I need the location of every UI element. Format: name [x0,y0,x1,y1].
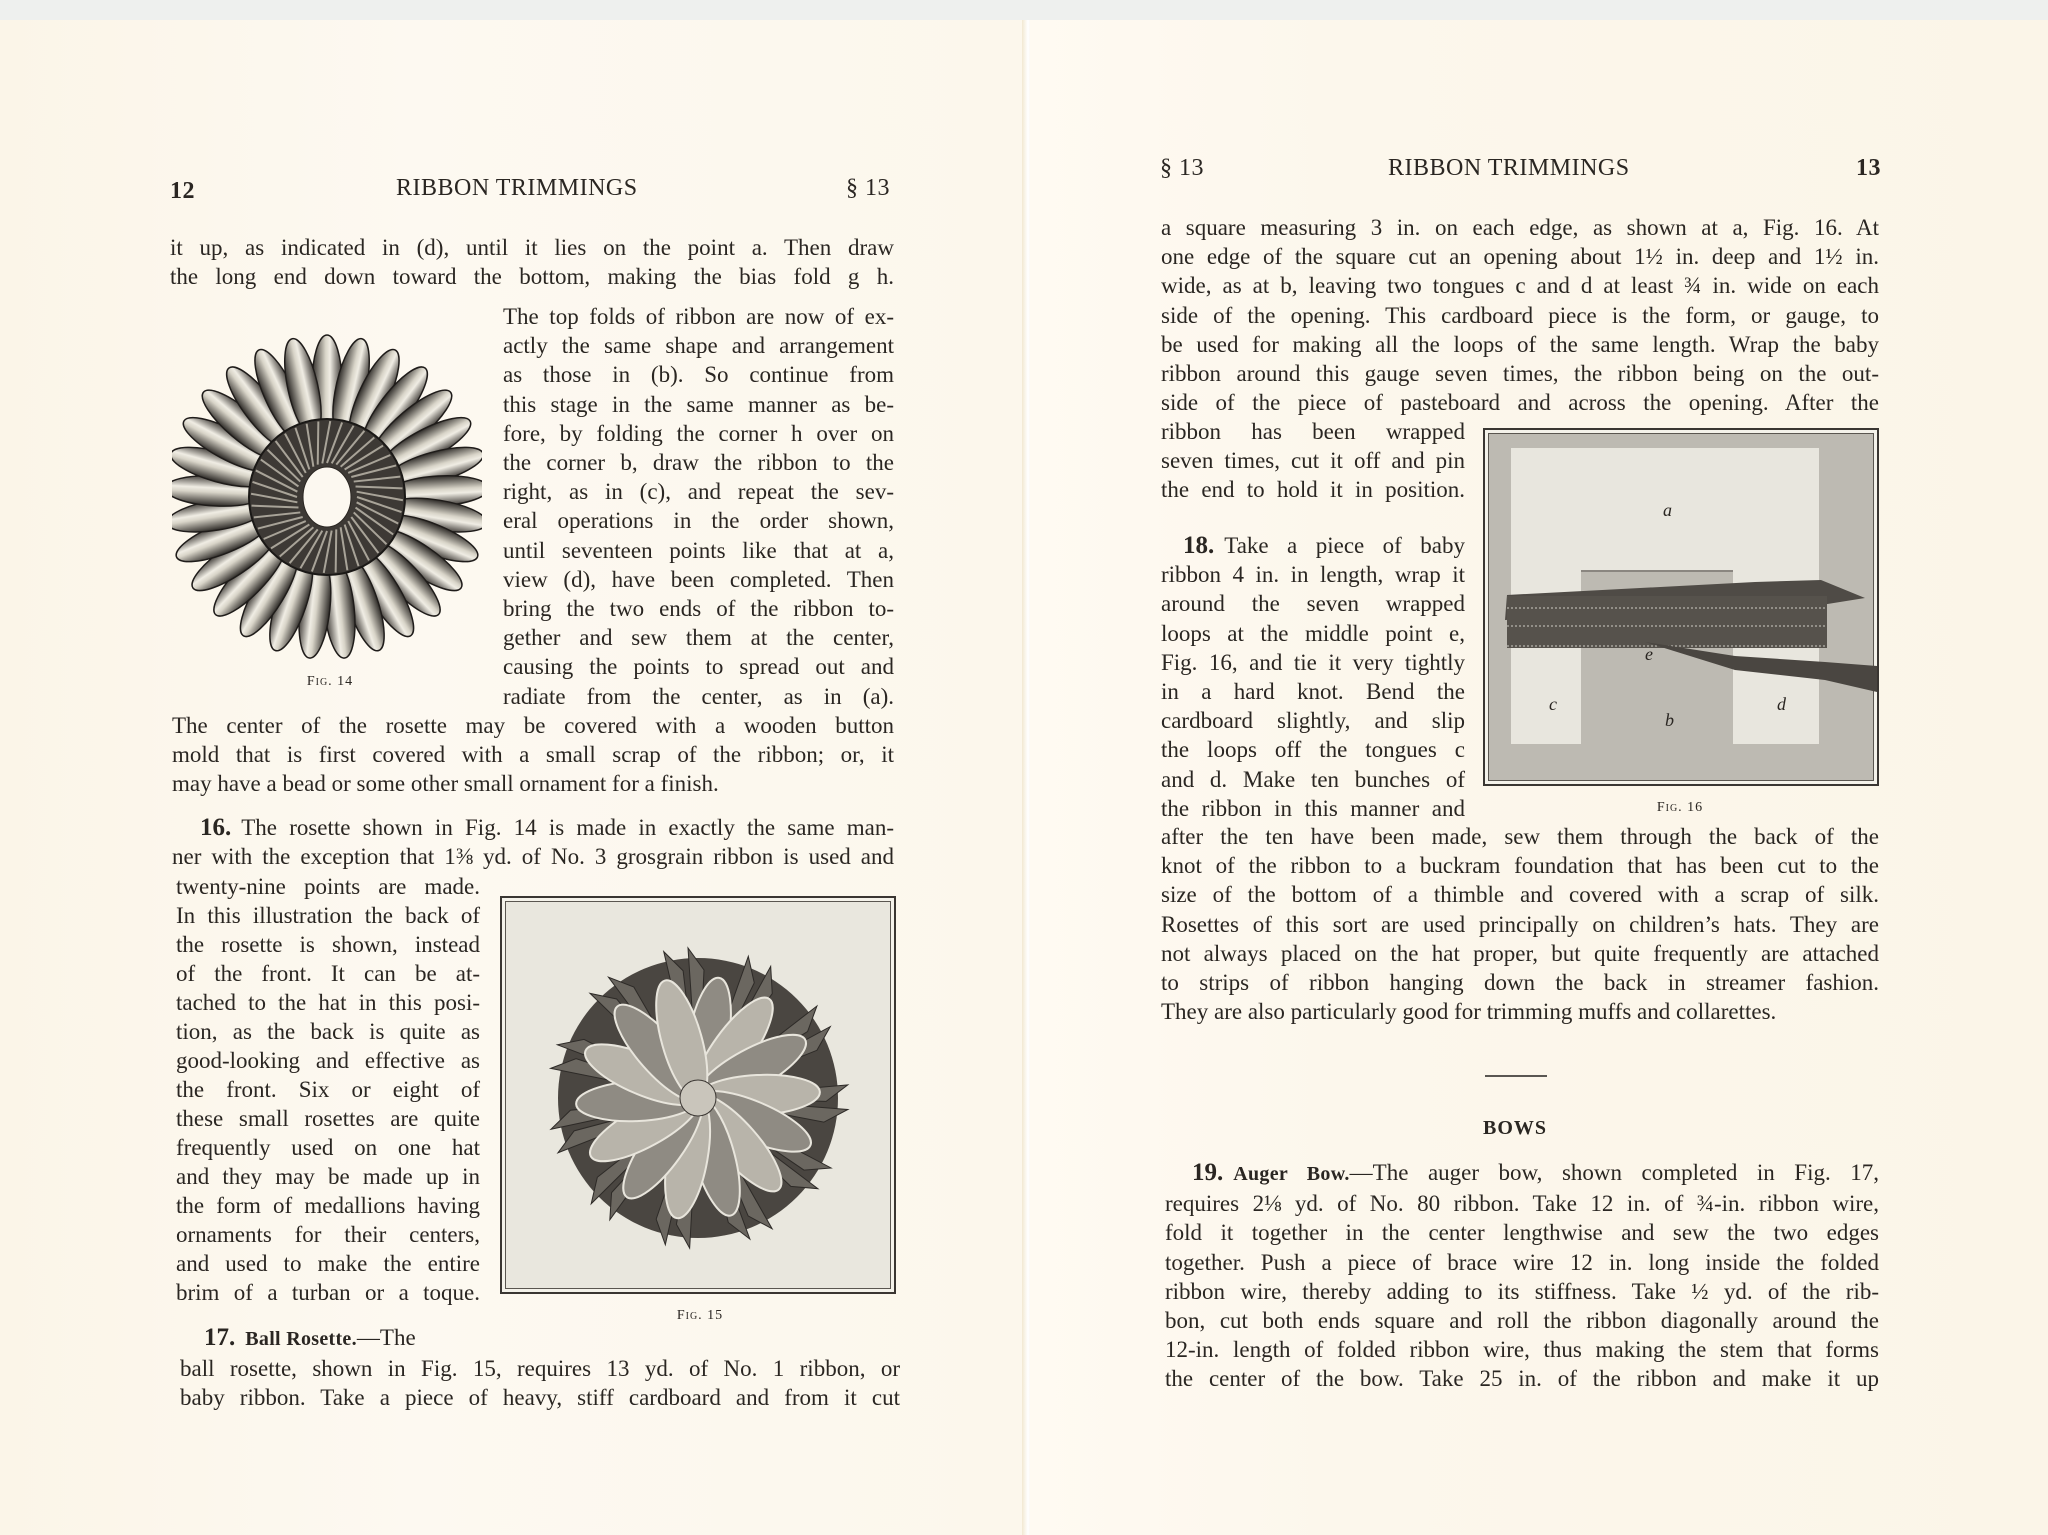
text-line: tion, as the back is quite as [176,1019,480,1044]
text-line: They are also particularly good for trimming muffs and collarettes. [1161,999,1777,1025]
text-line: ribbon around this gauge seven times, the ribbon being on the out- [1161,361,1879,387]
text-line: ornaments for their centers, [176,1222,480,1247]
text-line: gether and sew them at the center, [503,625,894,651]
section-17-line-3: baby ribbon. Take a piece of heavy, stiff cardboard and from it cut [180,1385,900,1411]
text-line: fore, by folding the corner h over on [503,420,894,446]
figure-16 [1483,428,1879,786]
section-mark-left: § 13 [846,175,890,201]
text-line: wide, as at b, leaving two tongues c and d at least ¾ in. wide on each [1161,273,1879,299]
text-line: fold it together in the center lengthwise and sew the two edges [1165,1220,1879,1246]
rosette-pleat [318,421,319,464]
text-line: ribbon has been wrapped [1161,419,1465,444]
page-number-left: 12 [170,178,195,204]
section-18-wrap [1161,531,1465,823]
bows-heading: BOWS [1482,1117,1548,1139]
section-18-number: 18. [1183,532,1215,559]
text-line: and they may be made up in [176,1164,480,1189]
text-line: after the ten have been made, sew them through the back of the [1161,824,1879,849]
section-18-line: and d. Make ten bunches of [1161,766,1465,792]
text-line: bring the two ends of the ribbon to- [503,596,894,622]
text-line: the center of the bow. Take 25 in. of the ribbon and make it up [1165,1366,1879,1392]
text-line: seven times, cut it off and pin [1161,448,1465,474]
section-divider [1485,1075,1547,1077]
section-mark-right: § 13 [1160,155,1204,181]
section-18-line: loops at the middle point e, [1161,620,1465,646]
section-16-wrap [176,872,480,1307]
cardboard-gauge-photo [1485,430,1877,784]
book-spread [0,20,2048,1535]
running-head-left: RIBBON TRIMMINGS [396,175,638,201]
section-18-line: the loops off the tongues c [1161,737,1465,763]
section-16-number: 16. [200,814,232,841]
text-line: causing the points to spread out and [503,654,894,680]
section-18-line: cardboard slightly, and slip [1161,708,1465,734]
text-line: tached to the hat in this posi- [176,990,480,1015]
text-line: knot of the ribbon to a buckram foundation that has been cut to the [1161,853,1879,879]
text-line: bon, cut both ends square and roll the ribbon diagonally around the [1165,1308,1879,1334]
text-line: together. Push a piece of brace wire 12 in. long inside the folded [1165,1249,1879,1275]
text-line: of the front. It can be at- [176,961,480,986]
text-line: the end to hold it in position. [1161,477,1465,503]
text-line: the long end down toward the bottom, making the bias fold g h. [170,264,894,290]
section-16-intro [172,813,894,871]
text-line: The center of the rosette may be covered with a wooden button [172,713,894,738]
text-line: as those in (b). So continue from [503,362,894,388]
paragraph-wrap-fig16 [1161,417,1465,505]
running-head-right: RIBBON TRIMMINGS [1388,155,1630,181]
text-line: The top folds of ribbon are now of ex- [503,304,894,329]
paragraph-wrap-fig14 [503,302,894,711]
text-line: requires 2⅛ yd. of No. 80 ribbon. Take 12 in. of ¾-in. ribbon wire, [1165,1191,1879,1217]
text-line: In this illustration the back of [176,903,480,928]
text-line: frequently used on one hat [176,1135,480,1160]
section-18-line: 18. Take a piece of baby [1183,532,1465,559]
paragraph-intro [170,233,894,291]
text-line: to strips of ribbon hanging down the back in streamer fashion. [1161,970,1879,996]
right-page [1030,20,2048,1535]
fig16-label-b: b [1665,710,1674,730]
text-line: the front. Six or eight of [176,1077,480,1102]
section-18-line: ribbon 4 in. in length, wrap it [1161,562,1465,588]
text-line: twenty-nine points are made. [176,874,480,899]
section-18-line: in a hard knot. Bend the [1161,679,1465,705]
section-18-line: around the seven wrapped [1161,591,1465,617]
figure-14 [172,332,482,672]
section-16-line-2: ner with the exception that 1⅜ yd. of No. 3 grosgrain ribbon is used and [172,844,894,870]
fig16-label-d: d [1777,694,1786,714]
text-line: be used for making all the loops of the same length. Wrap the baby [1161,331,1879,357]
section-17-line-1: 17. Ball Rosette.—The [204,1324,416,1351]
left-page [0,20,1026,1535]
text-line: the form of medallions having [176,1193,480,1218]
text-line: side of the opening. This cardboard piece is the form, or gauge, to [1161,302,1879,328]
section-18-continued [1161,822,1879,1026]
figure-16-caption: Fig. 16 [1656,800,1704,815]
section-19-title: Auger Bow. [1233,1163,1350,1185]
fig16-label-a: a [1663,500,1672,520]
text-line: these small rosettes are quite [176,1106,480,1131]
fig16-label-c: c [1549,694,1557,714]
text-line: good-looking and effective as [176,1048,480,1073]
text-line: side of the piece of pasteboard and across the opening. After the [1161,390,1879,416]
text-line: the corner b, draw the ribbon to the [503,450,894,476]
section-19 [1165,1158,1879,1394]
paragraph-cardboard-gauge [1161,213,1879,417]
page-number-right: 13 [1856,155,1881,181]
text-line: it up, as indicated in (d), until it lies on the point a. Then draw [170,235,894,260]
rosette-pleat [336,529,337,572]
text-line: not always placed on the hat proper, but quite frequently are attached [1161,940,1879,966]
text-line: eral operations in the order shown, [503,508,894,534]
text-line: ribbon wire, thereby adding to its stiffness. Take ½ yd. of the rib- [1165,1278,1879,1304]
text-line: Rosettes of this sort are used principally on children’s hats. They are [1161,911,1879,937]
section-19-number: 19. [1192,1159,1224,1186]
section-19-line-1: 19. Auger Bow.—The auger bow, shown completed in Fig. 17, [1192,1159,1879,1186]
text-line: right, as in (c), and repeat the sev- [503,479,894,505]
text-line: and used to make the entire [176,1251,480,1276]
paragraph-center-cover [172,711,894,799]
text-line: a square measuring 3 in. on each edge, as shown at a, Fig. 16. At [1161,215,1879,240]
section-17-title: Ball Rosette. [245,1328,357,1350]
text-line: actly the same shape and arrangement [503,333,894,359]
text-line: the rosette is shown, instead [176,932,480,957]
rosette-center [303,467,351,527]
text-line: mold that is first covered with a small scrap of the ribbon; or, it [172,742,894,768]
ribbon-knot [680,1080,716,1116]
section-18-line: Fig. 16, and tie it very tightly [1161,649,1465,675]
text-line: one edge of the square cut an opening about 1½ in. deep and 1½ in. [1161,244,1879,270]
rosette-illustration [172,332,482,672]
text-line: view (d), have been completed. Then [503,566,894,592]
text-line: 12-in. length of folded ribbon wire, thus making the stem that forms [1165,1337,1879,1363]
text-line: may have a bead or some other small ornament for a finish. [172,771,719,797]
figure-15 [500,896,896,1294]
figure-15-caption: Fig. 15 [676,1308,724,1323]
ball-rosette-photo [502,898,894,1292]
text-line: size of the bottom of a thimble and covered with a scrap of silk. [1161,882,1879,908]
text-line: radiate from the center, as in (a). [503,683,894,709]
section-17 [180,1323,900,1413]
section-17-number: 17. [204,1324,236,1351]
text-line: until seventeen points like that at a, [503,537,894,563]
text-line: brim of a turban or a toque. [176,1280,480,1305]
section-16-line-1: 16. The rosette shown in Fig. 14 is made in exactly the same man- [200,814,894,841]
text-line: this stage in the same manner as be- [503,391,894,417]
section-17-line-2: ball rosette, shown in Fig. 15, requires 13 yd. of No. 1 ribbon, or [180,1356,900,1382]
figure-14-caption: Fig. 14 [306,674,354,689]
fig16-label-e: e [1645,644,1653,664]
section-18-line: the ribbon in this manner and [1161,795,1465,821]
